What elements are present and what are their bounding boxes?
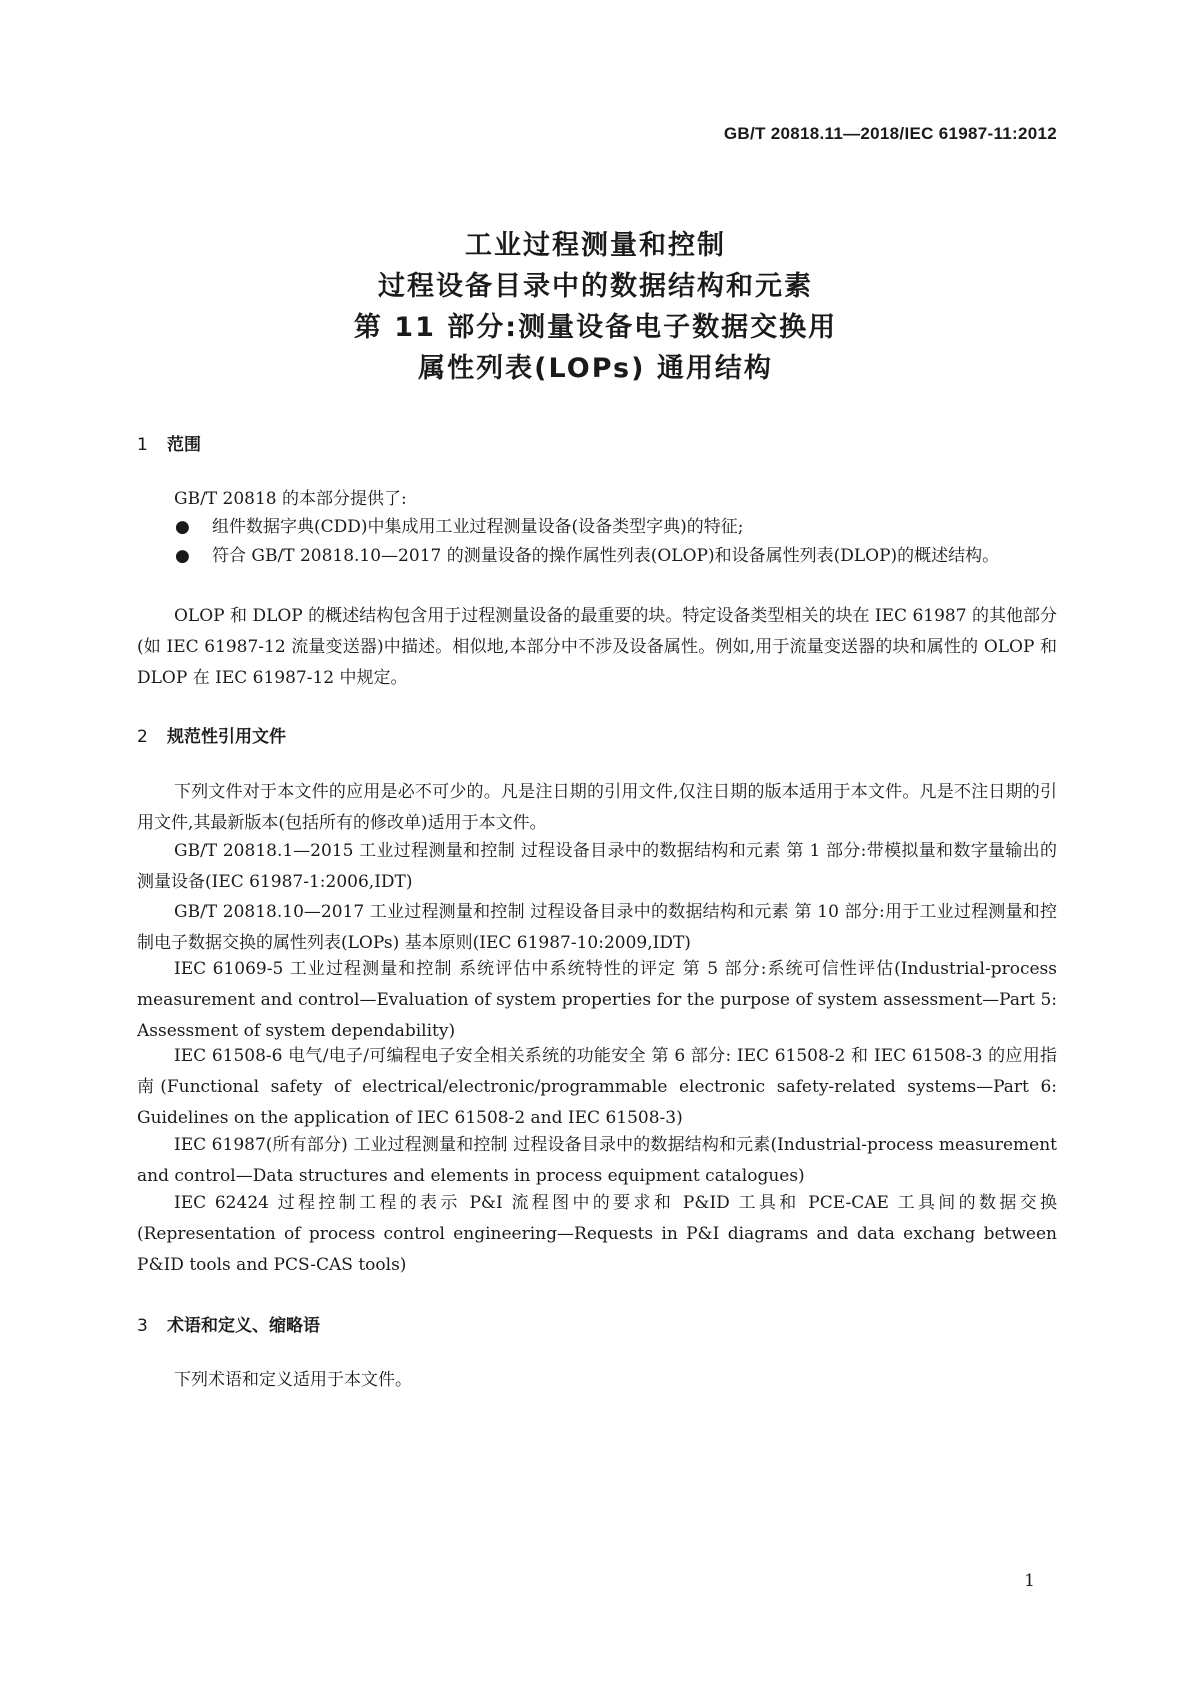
bullet-icon: ● (175, 517, 190, 537)
reference-item: IEC 61508-6 电气/电子/可编程电子安全相关系统的功能安全 第 6 部分: IEC 61508-2 和 IEC 61508-3 的应用指南(Functional safety of electrical/electronic/programmable electronic safety-related systems—Part 6: Guidelines on the application of IEC 61508-2 and IEC 61508-3) (137, 1046, 1057, 1128)
document-title (0, 225, 1191, 389)
section-title: 术语和定义、缩略语 (167, 1316, 320, 1336)
title-line: 工业过程测量和控制 (465, 230, 726, 261)
section-1-heading (137, 430, 201, 455)
standard-code: GB/T 20818.11—2018/IEC 61987-11:2012 (723, 124, 1057, 143)
bullet-icon: ● (175, 546, 190, 566)
scope-intro: GB/T 20818 的本部分提供了: (174, 489, 407, 509)
reference-item: GB/T 20818.10—2017 工业过程测量和控制 过程设备目录中的数据结构和元素 第 10 部分:用于工业过程测量和控制电子数据交换的属性列表(LOPs) 基本原则(IEC 61987-10:2009,IDT) (137, 902, 1057, 953)
list-item (175, 512, 1057, 543)
reference-item: GB/T 20818.1—2015 工业过程测量和控制 过程设备目录中的数据结构和元素 第 1 部分:带模拟量和数字量输出的测量设备(IEC 61987-1:2006,IDT) (137, 841, 1057, 892)
title-line: 属性列表(LOPs) 通用结构 (418, 353, 773, 384)
title-line: 第 11 部分:测量设备电子数据交换用 (353, 312, 838, 343)
list-item (175, 541, 1057, 572)
section-3-heading (137, 1311, 320, 1336)
section-number: 1 (137, 435, 148, 455)
scope-paragraph: OLOP 和 DLOP 的概述结构包含用于过程测量设备的最重要的块。特定设备类型相关的块在 IEC 61987 的其他部分(如 IEC 61987-12 流量变送器)中描述。相似地,本部分中不涉及设备属性。例如,用于流量变送器的块和属性的 OLOP 和 DLOP 在 IEC 61987-12 中规定。 (137, 606, 1057, 688)
list-item-text: 组件数据字典(CDD)中集成用工业过程测量设备(设备类型字典)的特征; (212, 517, 744, 537)
title-line: 过程设备目录中的数据结构和元素 (378, 271, 813, 302)
list-item-text: 符合 GB/T 20818.10—2017 的测量设备的操作属性列表(OLOP)和设备属性列表(DLOP)的概述结构。 (212, 546, 1000, 566)
reference-item: IEC 62424 过程控制工程的表示 P&I 流程图中的要求和 P&ID 工具和 PCE-CAE 工具间的数据交换(Representation of process control engineering—Requests in P&I diagrams and data exchang between P&ID tools and PCS-CAS tools) (137, 1193, 1057, 1275)
section-title: 范围 (167, 435, 201, 455)
reference-item: IEC 61987(所有部分) 工业过程测量和控制 过程设备目录中的数据结构和元素(Industrial-process measurement and control—Data structures and elements in process equipment catalogues) (137, 1135, 1057, 1186)
references-intro: 下列文件对于本文件的应用是必不可少的。凡是注日期的引用文件,仅注日期的版本适用于本文件。凡是不注日期的引用文件,其最新版本(包括所有的修改单)适用于本文件。 (137, 782, 1057, 833)
reference-item: IEC 61069-5 工业过程测量和控制 系统评估中系统特性的评定 第 5 部分:系统可信性评估(Industrial-process measurement and control—Evaluation of system properties for the purpose of system assessment—Part 5: Assessment of system dependability) (137, 959, 1057, 1041)
section-number: 2 (137, 727, 148, 747)
section-2-heading (137, 722, 286, 747)
terms-intro: 下列术语和定义适用于本文件。 (174, 1370, 412, 1390)
section-title: 规范性引用文件 (167, 727, 286, 747)
page-number: 1 (1024, 1571, 1035, 1591)
section-number: 3 (137, 1316, 148, 1336)
